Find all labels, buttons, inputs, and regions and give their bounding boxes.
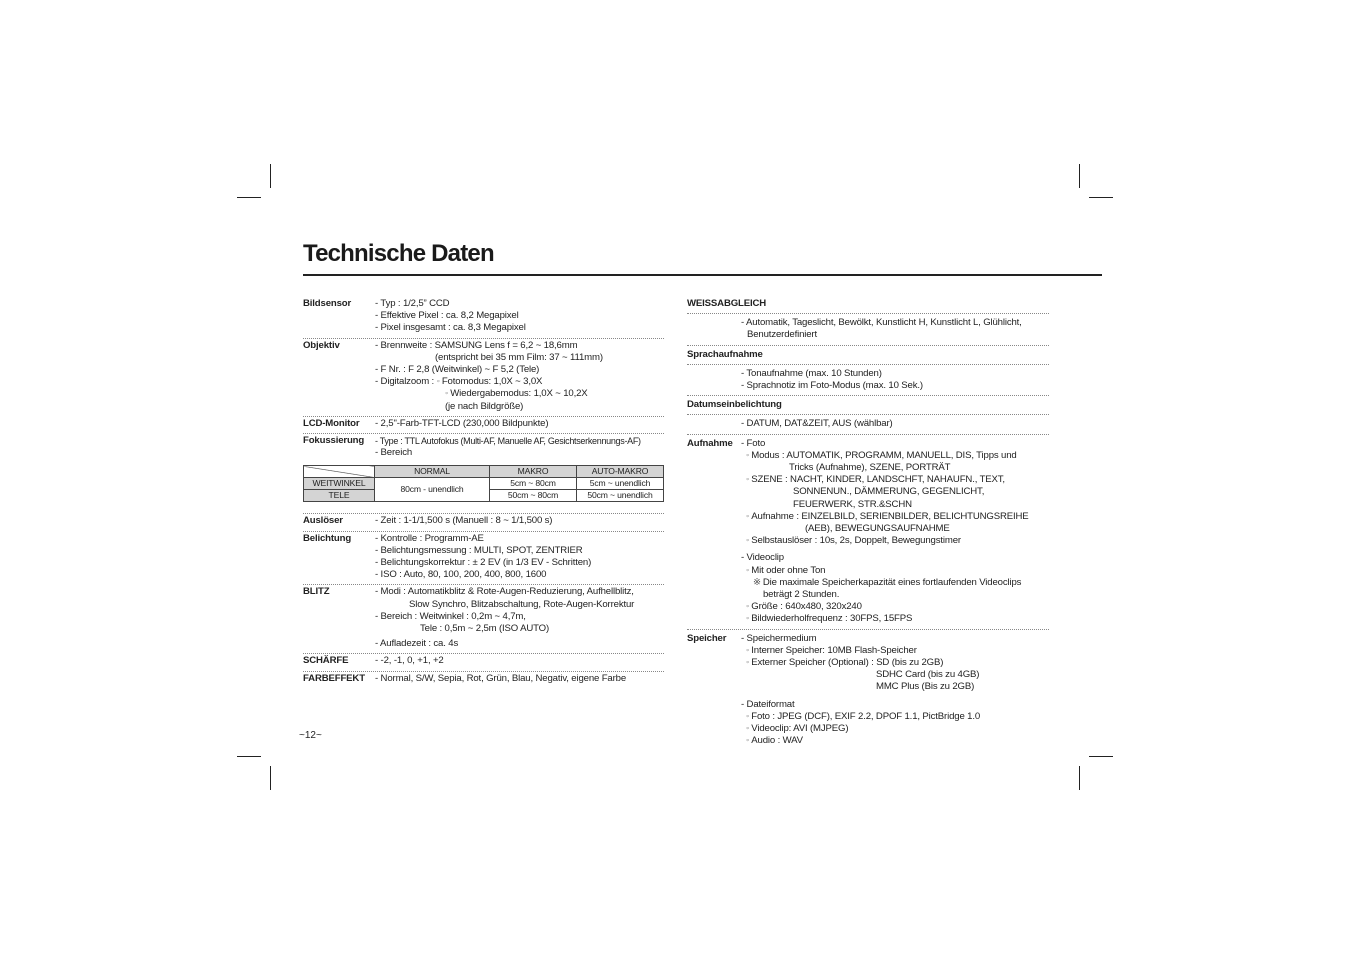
spec-line-prefix: - Digitalzoom : — [375, 376, 435, 388]
spec-label: BLITZ — [303, 586, 330, 598]
spec-line: - Automatik, Tageslicht, Bewölkt, Kunstlicht H, Kunstlicht L, Glühlicht, — [741, 317, 1022, 329]
crop-mark — [1089, 756, 1113, 757]
spec-line-text: Foto : JPEG (DCF), EXIF 2.2, DPOF 1.1, PictBridge 1.0 — [751, 710, 981, 722]
spec-value — [375, 418, 664, 430]
spec-line — [741, 565, 1049, 577]
crop-mark — [1079, 766, 1080, 790]
table-header-auto-makro: AUTO-MAKRO — [577, 466, 664, 478]
bullet-icon: ◦ — [746, 723, 750, 735]
spec-line-text: Modus : AUTOMATIK, PROGRAMM, MANUELL, DIS, Tipps und — [751, 449, 1017, 461]
spec-label: Belichtung — [303, 532, 352, 544]
spec-line: - DATUM, DAT&ZEIT, AUS (wählbar) — [741, 418, 893, 430]
spec-label: Fokussierung — [303, 435, 365, 447]
spec-line-text: Externer Speicher (Optional) : SD (bis zu 2GB) — [751, 657, 944, 669]
bullet-icon: ◦ — [746, 535, 750, 547]
spec-row-bildsensor — [303, 297, 664, 339]
spec-line: - Bereich — [375, 447, 413, 459]
spec-line: - Type : TTL Autofokus (Multi-AF, Manuelle AF, Gesichtserkennungs-AF) — [375, 436, 641, 447]
spec-line: - Speichermedium — [741, 632, 817, 644]
table-cell: 80cm - unendlich — [375, 478, 490, 502]
bullet-icon: ◦ — [746, 601, 750, 613]
spec-line: Slow Synchro, Blitzabschaltung, Rote-Augen-Korrektur — [409, 598, 635, 610]
spec-value — [741, 633, 1049, 748]
spec-line: - Aufladezeit : ca. 4s — [375, 638, 459, 650]
spec-row-schaerfe — [303, 654, 664, 671]
spec-line-text: Aufnahme : EINZELBILD, SERIENBILDER, BELICHTUNGSREIHE — [751, 510, 1029, 522]
crop-mark — [1089, 197, 1113, 198]
note-icon: ※ — [753, 576, 761, 588]
crop-mark — [270, 164, 271, 188]
spec-label: Aufnahme — [687, 437, 733, 449]
section-title-sprachaufnahme: Sprachaufnahme — [687, 346, 1049, 365]
spec-line — [741, 657, 1049, 669]
left-column — [303, 297, 664, 688]
spec-value — [741, 438, 1049, 626]
spec-line: - Kontrolle : Programm-AE — [375, 532, 484, 544]
spec-label: Auslöser — [303, 515, 343, 527]
spec-line-text: Audio : WAV — [751, 735, 803, 747]
spec-value — [375, 673, 664, 685]
page-title: Technische Daten — [303, 240, 494, 267]
spec-line: - Tonaufnahme (max. 10 Stunden) — [741, 367, 882, 379]
crop-mark — [1079, 164, 1080, 188]
section-body-datumseinbelichtung — [687, 415, 1049, 434]
bullet-icon: ◦ — [746, 735, 750, 747]
bullet-icon: ◦ — [746, 613, 750, 625]
spec-label: Bildsensor — [303, 298, 352, 309]
spec-line — [741, 535, 1049, 547]
spec-line: - Effektive Pixel : ca. 8,2 Megapixel — [375, 310, 519, 322]
section-title-datumseinbelichtung: Datumseinbelichtung — [687, 396, 1049, 415]
bullet-icon: ◦ — [436, 376, 440, 388]
spec-value — [375, 533, 664, 582]
spec-line — [741, 735, 1049, 747]
spec-row-objektiv — [303, 339, 664, 417]
crop-mark — [237, 197, 261, 198]
spec-line — [741, 645, 1049, 657]
spec-row-belichtung — [303, 532, 664, 586]
spec-row-blitz — [303, 585, 664, 654]
spec-line: Tricks (Aufnahme), SZENE, PORTRÄT — [789, 462, 951, 474]
spec-line: - Normal, S/W, Sepia, Rot, Grün, Blau, Negativ, eigene Farbe — [375, 672, 627, 684]
right-column — [687, 297, 1049, 751]
spec-value — [375, 586, 664, 650]
table-row-label: WEITWINKEL — [304, 478, 375, 490]
bullet-icon: ◦ — [746, 564, 750, 576]
spec-line-text: Die maximale Speicherkapazität eines fortlaufenden Videoclips — [762, 576, 1022, 588]
table-header-makro: MAKRO — [490, 466, 577, 478]
spec-value — [375, 655, 664, 667]
table-cell: 5cm ~ 80cm — [490, 478, 577, 490]
spec-line-text: Bildwiederholfrequenz : 30FPS, 15FPS — [751, 613, 913, 625]
spec-line: - Modi : Automatikblitz & Rote-Augen-Reduzierung, Aufhellblitz, — [375, 586, 634, 598]
spec-row-ausloeser — [303, 514, 664, 531]
spec-line — [741, 474, 1049, 486]
spec-line: - -2, -1, 0, +1, +2 — [375, 655, 444, 667]
bullet-icon: ◦ — [746, 644, 750, 656]
spec-line: - Zeit : 1-1/1,500 s (Manuell : 8 ~ 1/1,500 s) — [375, 515, 553, 527]
spec-line: - Sprachnotiz im Foto-Modus (max. 10 Sek.) — [741, 380, 923, 392]
spec-line — [741, 723, 1049, 735]
spec-line: - Brennweite : SAMSUNG Lens f = 6,2 ~ 18,6mm — [375, 339, 578, 351]
crop-mark — [270, 766, 271, 790]
spec-value — [375, 435, 664, 459]
bullet-icon: ◦ — [746, 474, 750, 486]
spec-row-lcd — [303, 417, 664, 434]
spec-line: - Foto — [741, 437, 766, 449]
title-rule — [303, 274, 1102, 276]
spec-line: (AEB), BEWEGUNGSAUFNAHME — [805, 523, 950, 535]
section-title-weissabgleich: WEISSABGLEICH — [687, 297, 1049, 314]
spec-line-text: Videoclip: AVI (MJPEG) — [751, 723, 849, 735]
spec-line: SONNENUN., DÄMMERUNG, GEGENLICHT, — [793, 486, 985, 498]
spec-line: - Dateiformat — [741, 698, 795, 710]
spec-label: FARBEFFEKT — [303, 672, 365, 684]
bullet-icon: ◦ — [746, 657, 750, 669]
spec-line: - ISO : Auto, 80, 100, 200, 400, 800, 1600 — [375, 569, 547, 581]
bullet-icon: ◦ — [746, 449, 750, 461]
table-row — [304, 478, 664, 490]
spec-row-fokussierung — [303, 434, 664, 514]
spec-value — [375, 298, 664, 335]
page-number: ~12~ — [299, 730, 322, 741]
spec-line: - Videoclip — [741, 552, 784, 564]
spec-row-aufnahme — [687, 435, 1049, 630]
spec-line: beträgt 2 Stunden. — [763, 589, 840, 601]
spec-line — [741, 577, 1049, 589]
table-cell: 50cm ~ unendlich — [577, 490, 664, 502]
spec-line — [375, 388, 664, 400]
spec-value — [375, 340, 664, 413]
spec-line: - 2,5"-Farb-TFT-LCD (230,000 Bildpunkte) — [375, 417, 549, 429]
spec-line-text: Mit oder ohne Ton — [751, 564, 826, 576]
spec-line: - F Nr. : F 2,8 (Weitwinkel) ~ F 5,2 (Tele) — [375, 364, 540, 376]
spec-row-speicher — [687, 630, 1049, 751]
spec-line: - Typ : 1/2,5” CCD — [375, 298, 450, 309]
spec-line — [741, 711, 1049, 723]
spec-line — [741, 511, 1049, 523]
spec-line — [741, 613, 1049, 625]
spec-line-text: Wiedergabemodus: 1,0X ~ 10,2X — [450, 388, 588, 400]
spec-line: - Pixel insgesamt : ca. 8,3 Megapixel — [375, 322, 526, 334]
table-corner-cell — [304, 466, 375, 478]
spec-label: LCD-Monitor — [303, 417, 360, 429]
table-row-label: TELE — [304, 490, 375, 502]
section-body-sprachaufnahme — [687, 365, 1049, 396]
spec-line: Tele : 0,5m ~ 2,5m (ISO AUTO) — [420, 623, 550, 635]
spec-line-text: Selbstauslöser : 10s, 2s, Doppelt, Bewegungstimer — [751, 535, 961, 547]
table-cell: 50cm ~ 80cm — [490, 490, 577, 502]
spec-line: - Belichtungsmessung : MULTI, SPOT, ZENTRIER — [375, 544, 583, 556]
spec-line: Benutzerdefiniert — [747, 329, 817, 341]
table-header-normal: NORMAL — [375, 466, 490, 478]
table-header-row — [304, 466, 664, 478]
spec-line: SDHC Card (bis zu 4GB) — [876, 669, 980, 681]
bullet-icon: ◦ — [445, 388, 449, 400]
spec-line: (entspricht bei 35 mm Film: 37 ~ 111mm) — [435, 351, 603, 363]
spec-row-farbeffekt — [303, 672, 664, 688]
spec-line-text: Interner Speicher: 10MB Flash-Speicher — [751, 644, 917, 656]
spec-label: Objektiv — [303, 339, 340, 351]
spec-line-text: Größe : 640x480, 320x240 — [751, 601, 862, 613]
spec-line: (je nach Bildgröße) — [445, 400, 524, 412]
spec-line — [375, 376, 664, 388]
spec-value — [375, 515, 664, 527]
section-body-weissabgleich — [687, 314, 1049, 345]
spec-line: - Belichtungskorrektur : ± 2 EV (in 1/3 EV - Schritten) — [375, 557, 592, 569]
bullet-icon: ◦ — [746, 710, 750, 722]
spec-line: MMC Plus (Bis zu 2GB) — [876, 681, 975, 693]
spec-line-text: Fotomodus: 1,0X ~ 3,0X — [441, 376, 543, 388]
spec-line — [741, 450, 1049, 462]
spec-label: SCHÄRFE — [303, 655, 349, 667]
spec-line: FEUERWERK, STR.&SCHN — [793, 498, 912, 510]
spec-line-text: SZENE : NACHT, KINDER, LANDSCHFT, NAHAUFN., TEXT, — [751, 474, 1005, 486]
bullet-icon: ◦ — [746, 510, 750, 522]
table-cell: 5cm ~ unendlich — [577, 478, 664, 490]
spec-line: - Bereich : Weitwinkel : 0,2m ~ 4,7m, — [375, 610, 526, 622]
focus-range-table — [303, 465, 664, 502]
spec-label: Speicher — [687, 632, 727, 644]
spec-line — [741, 601, 1049, 613]
crop-mark — [237, 756, 261, 757]
